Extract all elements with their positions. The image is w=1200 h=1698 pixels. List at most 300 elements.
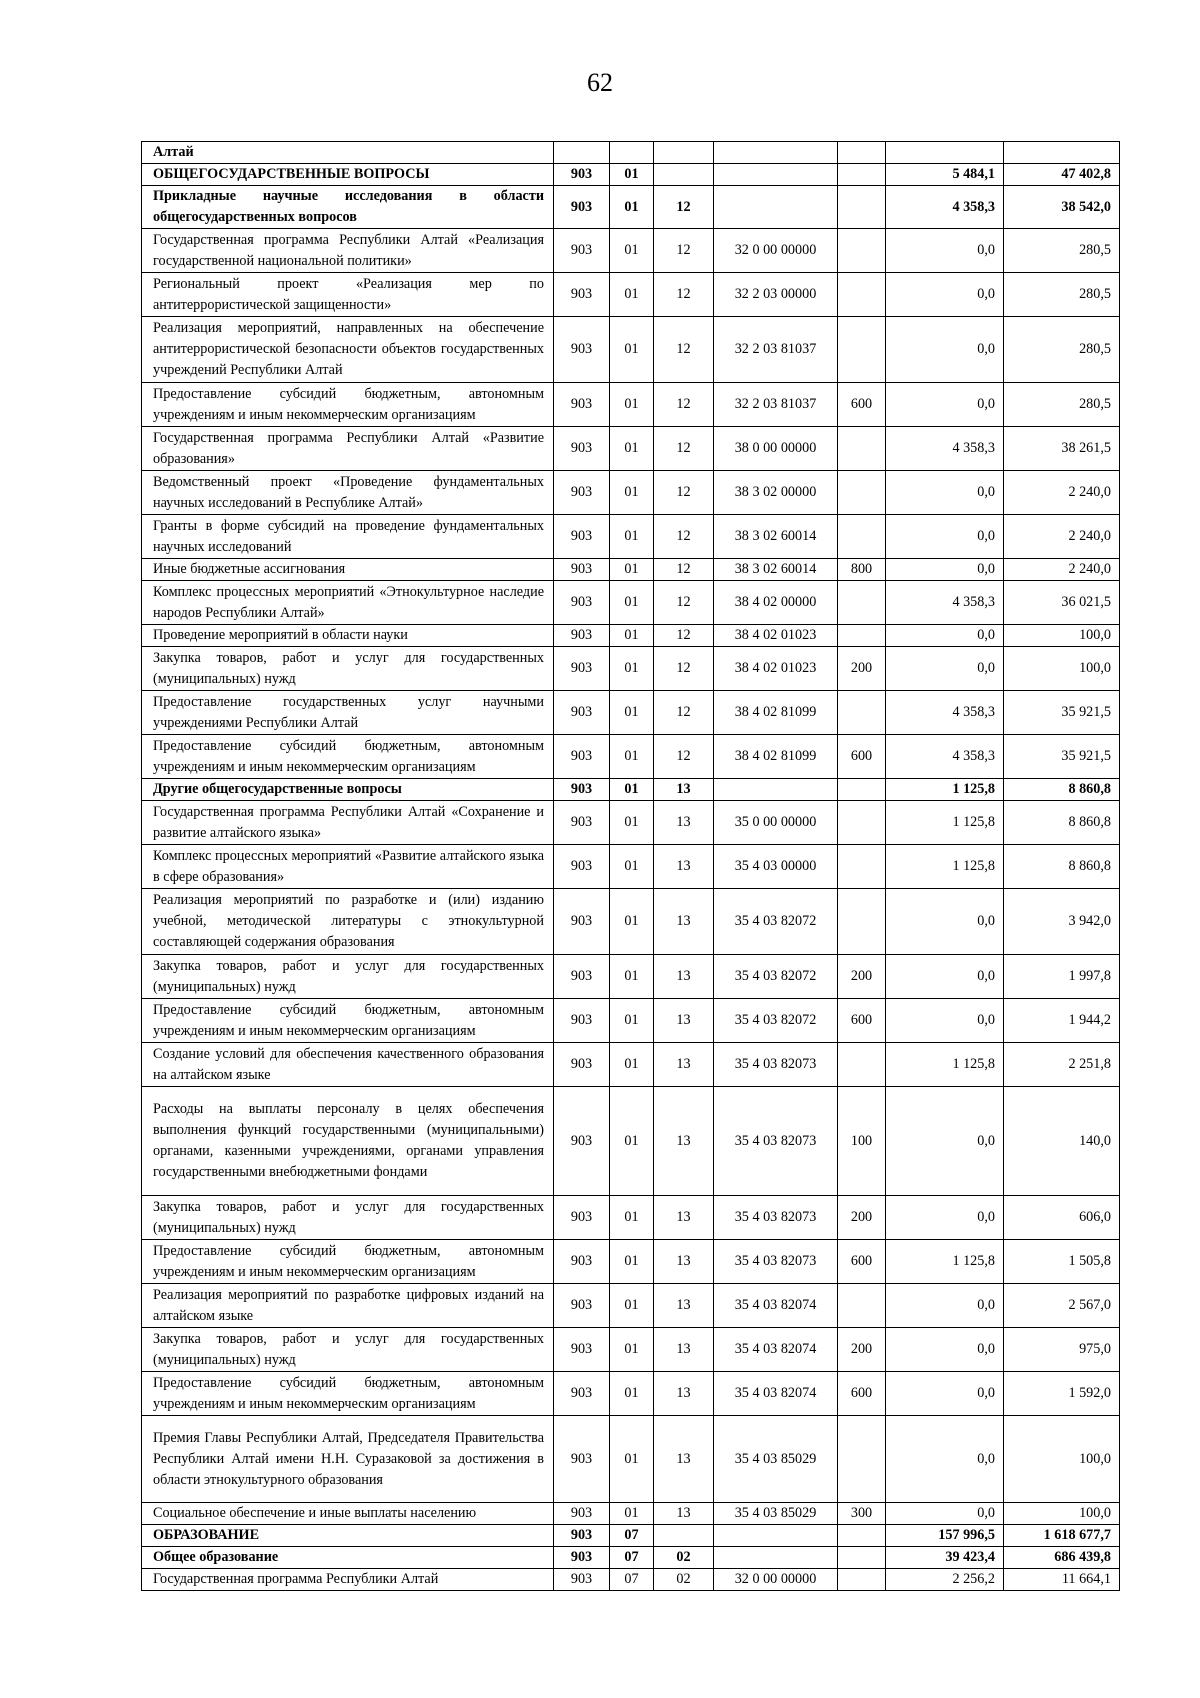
amount-col2-cell: 280,5 xyxy=(1004,273,1120,317)
target-article-cell: 35 4 03 82073 xyxy=(714,1196,838,1240)
department-code-cell: 903 xyxy=(554,735,610,779)
section-code-cell: 01 xyxy=(610,779,654,801)
item-name-cell: Иные бюджетные ассигнования xyxy=(142,559,554,581)
subsection-code-cell: 13 xyxy=(654,1043,714,1087)
expense-type-cell xyxy=(838,273,886,317)
subsection-code-cell: 12 xyxy=(654,559,714,581)
amount-col1-cell: 0,0 xyxy=(886,471,1004,515)
section-code-cell: 01 xyxy=(610,164,654,186)
amount-col2-cell: 280,5 xyxy=(1004,317,1120,383)
expense-type-cell xyxy=(838,1416,886,1503)
section-code-cell: 01 xyxy=(610,1503,654,1525)
table-row xyxy=(142,1240,1120,1284)
expense-type-cell xyxy=(838,1547,886,1569)
amount-col1-cell: 0,0 xyxy=(886,383,1004,427)
table-row xyxy=(142,1087,1120,1196)
department-code-cell: 903 xyxy=(554,801,610,845)
item-name-cell: Комплекс процессных мероприятий «Этнокультурное наследие народов Республики Алтай» xyxy=(142,581,554,625)
item-name-cell: Реализация мероприятий по разработке и (или) изданию учебной, методической литературы с этнокультурной составляющей содержания образования xyxy=(142,889,554,955)
target-article-cell: 35 4 03 82074 xyxy=(714,1328,838,1372)
target-article-cell xyxy=(714,142,838,164)
department-code-cell: 903 xyxy=(554,999,610,1043)
section-code-cell: 01 xyxy=(610,955,654,999)
amount-col1-cell: 0,0 xyxy=(886,229,1004,273)
amount-col2-cell: 1 997,8 xyxy=(1004,955,1120,999)
item-name-cell: Закупка товаров, работ и услуг для государственных (муниципальных) нужд xyxy=(142,955,554,999)
subsection-code-cell xyxy=(654,1525,714,1547)
section-code-cell: 01 xyxy=(610,691,654,735)
expense-type-cell xyxy=(838,581,886,625)
subsection-code-cell: 02 xyxy=(654,1569,714,1591)
expense-type-cell: 100 xyxy=(838,1087,886,1196)
target-article-cell: 38 4 02 01023 xyxy=(714,625,838,647)
amount-col1-cell: 4 358,3 xyxy=(886,691,1004,735)
amount-col1-cell: 157 996,5 xyxy=(886,1525,1004,1547)
target-article-cell: 38 4 02 00000 xyxy=(714,581,838,625)
table-row xyxy=(142,515,1120,559)
amount-col1-cell: 1 125,8 xyxy=(886,1043,1004,1087)
amount-col2-cell: 2 240,0 xyxy=(1004,559,1120,581)
table-row xyxy=(142,779,1120,801)
target-article-cell xyxy=(714,1525,838,1547)
department-code-cell xyxy=(554,142,610,164)
section-code-cell: 01 xyxy=(610,427,654,471)
amount-col1-cell: 0,0 xyxy=(886,889,1004,955)
amount-col1-cell xyxy=(886,142,1004,164)
subsection-code-cell: 12 xyxy=(654,383,714,427)
item-name-cell: Реализация мероприятий по разработке цифровых изданий на алтайском языке xyxy=(142,1284,554,1328)
section-code-cell: 01 xyxy=(610,1087,654,1196)
expense-type-cell xyxy=(838,515,886,559)
expense-type-cell: 600 xyxy=(838,1240,886,1284)
amount-col2-cell: 606,0 xyxy=(1004,1196,1120,1240)
subsection-code-cell: 12 xyxy=(654,515,714,559)
department-code-cell: 903 xyxy=(554,383,610,427)
section-code-cell: 01 xyxy=(610,845,654,889)
department-code-cell: 903 xyxy=(554,186,610,229)
target-article-cell xyxy=(714,779,838,801)
amount-col1-cell: 1 125,8 xyxy=(886,845,1004,889)
item-name-cell: Предоставление субсидий бюджетным, автономным учреждениям и иным некоммерческим организациям xyxy=(142,383,554,427)
subsection-code-cell: 13 xyxy=(654,801,714,845)
expense-type-cell: 300 xyxy=(838,1503,886,1525)
department-code-cell: 903 xyxy=(554,559,610,581)
subsection-code-cell: 13 xyxy=(654,1372,714,1416)
amount-col1-cell: 4 358,3 xyxy=(886,427,1004,471)
item-name-cell: Государственная программа Республики Алтай xyxy=(142,1569,554,1591)
section-code-cell: 01 xyxy=(610,186,654,229)
section-code-cell: 01 xyxy=(610,1328,654,1372)
table-row xyxy=(142,229,1120,273)
subsection-code-cell: 13 xyxy=(654,999,714,1043)
table-row xyxy=(142,1416,1120,1503)
table-row xyxy=(142,1372,1120,1416)
amount-col2-cell: 2 251,8 xyxy=(1004,1043,1120,1087)
budget-table xyxy=(141,141,1120,1591)
target-article-cell xyxy=(714,1547,838,1569)
table-row xyxy=(142,383,1120,427)
section-code-cell: 01 xyxy=(610,625,654,647)
item-name-cell: Региональный проект «Реализация мер по антитеррористической защищенности» xyxy=(142,273,554,317)
item-name-cell: Предоставление субсидий бюджетным, автономным учреждениям и иным некоммерческим организациям xyxy=(142,1240,554,1284)
table-row xyxy=(142,999,1120,1043)
department-code-cell: 903 xyxy=(554,1196,610,1240)
target-article-cell: 38 4 02 81099 xyxy=(714,735,838,779)
section-code-cell: 01 xyxy=(610,383,654,427)
amount-col2-cell: 975,0 xyxy=(1004,1328,1120,1372)
amount-col2-cell: 1 618 677,7 xyxy=(1004,1525,1120,1547)
target-article-cell: 38 3 02 60014 xyxy=(714,515,838,559)
table-row xyxy=(142,1043,1120,1087)
table-row xyxy=(142,427,1120,471)
department-code-cell: 903 xyxy=(554,164,610,186)
subsection-code-cell: 13 xyxy=(654,1503,714,1525)
amount-col2-cell: 1 944,2 xyxy=(1004,999,1120,1043)
subsection-code-cell: 13 xyxy=(654,955,714,999)
expense-type-cell: 200 xyxy=(838,647,886,691)
department-code-cell: 903 xyxy=(554,471,610,515)
department-code-cell: 903 xyxy=(554,1416,610,1503)
item-name-cell: Реализация мероприятий, направленных на обеспечение антитеррористической безопасности объектов государственных учреждений Республики Алтай xyxy=(142,317,554,383)
department-code-cell: 903 xyxy=(554,691,610,735)
target-article-cell: 35 4 03 00000 xyxy=(714,845,838,889)
item-name-cell: Гранты в форме субсидий на проведение фундаментальных научных исследований xyxy=(142,515,554,559)
amount-col2-cell: 100,0 xyxy=(1004,1503,1120,1525)
department-code-cell: 903 xyxy=(554,1328,610,1372)
department-code-cell: 903 xyxy=(554,1547,610,1569)
amount-col2-cell: 686 439,8 xyxy=(1004,1547,1120,1569)
amount-col2-cell: 3 942,0 xyxy=(1004,889,1120,955)
item-name-cell: Государственная программа Республики Алтай «Реализация государственной национальной политики» xyxy=(142,229,554,273)
subsection-code-cell: 12 xyxy=(654,691,714,735)
table-row xyxy=(142,955,1120,999)
department-code-cell: 903 xyxy=(554,1372,610,1416)
item-name-cell: Алтай xyxy=(142,142,554,164)
expense-type-cell xyxy=(838,317,886,383)
amount-col1-cell: 0,0 xyxy=(886,625,1004,647)
subsection-code-cell: 12 xyxy=(654,427,714,471)
table-row xyxy=(142,1196,1120,1240)
item-name-cell: Общее образование xyxy=(142,1547,554,1569)
amount-col2-cell xyxy=(1004,142,1120,164)
amount-col1-cell: 0,0 xyxy=(886,647,1004,691)
item-name-cell: Комплекс процессных мероприятий «Развитие алтайского языка в сфере образования» xyxy=(142,845,554,889)
target-article-cell xyxy=(714,164,838,186)
amount-col2-cell: 1 592,0 xyxy=(1004,1372,1120,1416)
subsection-code-cell: 12 xyxy=(654,317,714,383)
amount-col1-cell: 1 125,8 xyxy=(886,1240,1004,1284)
department-code-cell: 903 xyxy=(554,229,610,273)
expense-type-cell: 600 xyxy=(838,383,886,427)
section-code-cell: 01 xyxy=(610,735,654,779)
expense-type-cell xyxy=(838,1569,886,1591)
amount-col2-cell: 280,5 xyxy=(1004,383,1120,427)
table-row xyxy=(142,559,1120,581)
subsection-code-cell: 12 xyxy=(654,186,714,229)
expense-type-cell xyxy=(838,1525,886,1547)
target-article-cell: 35 4 03 82073 xyxy=(714,1043,838,1087)
subsection-code-cell: 12 xyxy=(654,647,714,691)
item-name-cell: Предоставление субсидий бюджетным, автономным учреждениям и иным некоммерческим организациям xyxy=(142,735,554,779)
amount-col2-cell: 35 921,5 xyxy=(1004,691,1120,735)
section-code-cell: 01 xyxy=(610,471,654,515)
expense-type-cell xyxy=(838,801,886,845)
table-row xyxy=(142,625,1120,647)
amount-col1-cell: 0,0 xyxy=(886,1328,1004,1372)
subsection-code-cell: 13 xyxy=(654,1284,714,1328)
subsection-code-cell: 12 xyxy=(654,273,714,317)
budget-table-body xyxy=(142,142,1120,1591)
section-code-cell: 01 xyxy=(610,889,654,955)
expense-type-cell xyxy=(838,1043,886,1087)
expense-type-cell: 600 xyxy=(838,735,886,779)
amount-col2-cell: 36 021,5 xyxy=(1004,581,1120,625)
item-name-cell: Предоставление государственных услуг научными учреждениями Республики Алтай xyxy=(142,691,554,735)
item-name-cell: Социальное обеспечение и иные выплаты населению xyxy=(142,1503,554,1525)
amount-col2-cell: 8 860,8 xyxy=(1004,779,1120,801)
section-code-cell: 01 xyxy=(610,647,654,691)
amount-col2-cell: 2 567,0 xyxy=(1004,1284,1120,1328)
subsection-code-cell: 13 xyxy=(654,1328,714,1372)
expense-type-cell xyxy=(838,691,886,735)
section-code-cell: 01 xyxy=(610,1416,654,1503)
subsection-code-cell: 13 xyxy=(654,1416,714,1503)
table-row xyxy=(142,647,1120,691)
target-article-cell: 35 4 03 82072 xyxy=(714,889,838,955)
subsection-code-cell: 13 xyxy=(654,845,714,889)
amount-col1-cell: 4 358,3 xyxy=(886,186,1004,229)
subsection-code-cell: 12 xyxy=(654,625,714,647)
amount-col1-cell: 1 125,8 xyxy=(886,801,1004,845)
department-code-cell: 903 xyxy=(554,1087,610,1196)
amount-col2-cell: 8 860,8 xyxy=(1004,845,1120,889)
subsection-code-cell: 13 xyxy=(654,889,714,955)
table-row xyxy=(142,1328,1120,1372)
target-article-cell: 35 4 03 82073 xyxy=(714,1240,838,1284)
table-row xyxy=(142,273,1120,317)
table-row xyxy=(142,1503,1120,1525)
amount-col1-cell: 0,0 xyxy=(886,515,1004,559)
department-code-cell: 903 xyxy=(554,845,610,889)
expense-type-cell xyxy=(838,471,886,515)
department-code-cell: 903 xyxy=(554,1043,610,1087)
table-row xyxy=(142,735,1120,779)
table-row xyxy=(142,1547,1120,1569)
expense-type-cell: 600 xyxy=(838,999,886,1043)
item-name-cell: Проведение мероприятий в области науки xyxy=(142,625,554,647)
item-name-cell: Создание условий для обеспечения качественного образования на алтайском языке xyxy=(142,1043,554,1087)
target-article-cell: 35 0 00 00000 xyxy=(714,801,838,845)
department-code-cell: 903 xyxy=(554,625,610,647)
target-article-cell: 32 0 00 00000 xyxy=(714,1569,838,1591)
subsection-code-cell: 02 xyxy=(654,1547,714,1569)
expense-type-cell xyxy=(838,845,886,889)
section-code-cell: 01 xyxy=(610,273,654,317)
section-code-cell: 01 xyxy=(610,317,654,383)
table-row xyxy=(142,801,1120,845)
expense-type-cell xyxy=(838,779,886,801)
amount-col1-cell: 0,0 xyxy=(886,559,1004,581)
department-code-cell: 903 xyxy=(554,1525,610,1547)
target-article-cell: 35 4 03 82074 xyxy=(714,1372,838,1416)
target-article-cell: 32 0 00 00000 xyxy=(714,229,838,273)
amount-col2-cell: 140,0 xyxy=(1004,1087,1120,1196)
section-code-cell: 07 xyxy=(610,1525,654,1547)
amount-col1-cell: 0,0 xyxy=(886,955,1004,999)
amount-col2-cell: 1 505,8 xyxy=(1004,1240,1120,1284)
section-code-cell: 01 xyxy=(610,801,654,845)
section-code-cell: 01 xyxy=(610,1240,654,1284)
table-row xyxy=(142,691,1120,735)
expense-type-cell xyxy=(838,142,886,164)
department-code-cell: 903 xyxy=(554,581,610,625)
table-row xyxy=(142,142,1120,164)
target-article-cell: 32 2 03 00000 xyxy=(714,273,838,317)
amount-col2-cell: 100,0 xyxy=(1004,1416,1120,1503)
amount-col1-cell: 0,0 xyxy=(886,999,1004,1043)
item-name-cell: Закупка товаров, работ и услуг для государственных (муниципальных) нужд xyxy=(142,647,554,691)
expense-type-cell: 600 xyxy=(838,1372,886,1416)
subsection-code-cell: 13 xyxy=(654,1196,714,1240)
table-row xyxy=(142,889,1120,955)
amount-col1-cell: 4 358,3 xyxy=(886,735,1004,779)
department-code-cell: 903 xyxy=(554,1240,610,1284)
amount-col2-cell: 2 240,0 xyxy=(1004,471,1120,515)
expense-type-cell: 200 xyxy=(838,1328,886,1372)
item-name-cell: Закупка товаров, работ и услуг для государственных (муниципальных) нужд xyxy=(142,1196,554,1240)
table-row xyxy=(142,1525,1120,1547)
amount-col2-cell: 38 261,5 xyxy=(1004,427,1120,471)
amount-col1-cell: 0,0 xyxy=(886,1196,1004,1240)
section-code-cell: 01 xyxy=(610,1372,654,1416)
amount-col1-cell: 0,0 xyxy=(886,317,1004,383)
expense-type-cell xyxy=(838,1284,886,1328)
subsection-code-cell: 13 xyxy=(654,779,714,801)
expense-type-cell: 200 xyxy=(838,1196,886,1240)
amount-col2-cell: 280,5 xyxy=(1004,229,1120,273)
section-code-cell: 07 xyxy=(610,1547,654,1569)
amount-col1-cell: 39 423,4 xyxy=(886,1547,1004,1569)
table-row xyxy=(142,186,1120,229)
department-code-cell: 903 xyxy=(554,1569,610,1591)
subsection-code-cell xyxy=(654,164,714,186)
subsection-code-cell: 12 xyxy=(654,581,714,625)
amount-col2-cell: 100,0 xyxy=(1004,625,1120,647)
amount-col1-cell: 0,0 xyxy=(886,1372,1004,1416)
item-name-cell: Ведомственный проект «Проведение фундаментальных научных исследований в Республике Алтай» xyxy=(142,471,554,515)
subsection-code-cell: 12 xyxy=(654,229,714,273)
department-code-cell: 903 xyxy=(554,889,610,955)
section-code-cell: 01 xyxy=(610,581,654,625)
table-row xyxy=(142,1569,1120,1591)
section-code-cell: 01 xyxy=(610,515,654,559)
subsection-code-cell: 13 xyxy=(654,1087,714,1196)
department-code-cell: 903 xyxy=(554,955,610,999)
item-name-cell: Другие общегосударственные вопросы xyxy=(142,779,554,801)
amount-col1-cell: 1 125,8 xyxy=(886,779,1004,801)
target-article-cell: 35 4 03 82072 xyxy=(714,999,838,1043)
table-row xyxy=(142,317,1120,383)
expense-type-cell xyxy=(838,164,886,186)
amount-col1-cell: 5 484,1 xyxy=(886,164,1004,186)
target-article-cell: 35 4 03 85029 xyxy=(714,1416,838,1503)
item-name-cell: Предоставление субсидий бюджетным, автономным учреждениям и иным некоммерческим организациям xyxy=(142,1372,554,1416)
item-name-cell: Государственная программа Республики Алтай «Развитие образования» xyxy=(142,427,554,471)
amount-col2-cell: 8 860,8 xyxy=(1004,801,1120,845)
section-code-cell xyxy=(610,142,654,164)
item-name-cell: Прикладные научные исследования в области общегосударственных вопросов xyxy=(142,186,554,229)
section-code-cell: 01 xyxy=(610,1284,654,1328)
amount-col2-cell: 100,0 xyxy=(1004,647,1120,691)
target-article-cell: 35 4 03 85029 xyxy=(714,1503,838,1525)
page-number: 62 xyxy=(587,68,613,97)
item-name-cell: Премия Главы Республики Алтай, Председателя Правительства Республики Алтай имени Н.Н. Суразаковой за достижения в области этнокультурного образования xyxy=(142,1416,554,1503)
amount-col2-cell: 38 542,0 xyxy=(1004,186,1120,229)
department-code-cell: 903 xyxy=(554,779,610,801)
target-article-cell: 38 4 02 81099 xyxy=(714,691,838,735)
item-name-cell: Предоставление субсидий бюджетным, автономным учреждениям и иным некоммерческим организациям xyxy=(142,999,554,1043)
amount-col1-cell: 0,0 xyxy=(886,1284,1004,1328)
target-article-cell: 38 0 00 00000 xyxy=(714,427,838,471)
table-row xyxy=(142,471,1120,515)
item-name-cell: ОБРАЗОВАНИЕ xyxy=(142,1525,554,1547)
amount-col1-cell: 0,0 xyxy=(886,1087,1004,1196)
target-article-cell: 35 4 03 82073 xyxy=(714,1087,838,1196)
section-code-cell: 01 xyxy=(610,559,654,581)
item-name-cell: Закупка товаров, работ и услуг для государственных (муниципальных) нужд xyxy=(142,1328,554,1372)
department-code-cell: 903 xyxy=(554,1284,610,1328)
expense-type-cell: 200 xyxy=(838,955,886,999)
target-article-cell: 38 3 02 60014 xyxy=(714,559,838,581)
table-row xyxy=(142,1284,1120,1328)
expense-type-cell: 800 xyxy=(838,559,886,581)
target-article-cell: 32 2 03 81037 xyxy=(714,317,838,383)
item-name-cell: Государственная программа Республики Алтай «Сохранение и развитие алтайского языка» xyxy=(142,801,554,845)
amount-col1-cell: 0,0 xyxy=(886,1416,1004,1503)
target-article-cell: 38 4 02 01023 xyxy=(714,647,838,691)
table-row xyxy=(142,845,1120,889)
amount-col2-cell: 2 240,0 xyxy=(1004,515,1120,559)
target-article-cell: 35 4 03 82074 xyxy=(714,1284,838,1328)
target-article-cell xyxy=(714,186,838,229)
section-code-cell: 01 xyxy=(610,1196,654,1240)
subsection-code-cell xyxy=(654,142,714,164)
subsection-code-cell: 12 xyxy=(654,471,714,515)
expense-type-cell xyxy=(838,427,886,471)
target-article-cell: 35 4 03 82072 xyxy=(714,955,838,999)
amount-col2-cell: 47 402,8 xyxy=(1004,164,1120,186)
department-code-cell: 903 xyxy=(554,427,610,471)
section-code-cell: 01 xyxy=(610,1043,654,1087)
item-name-cell: Расходы на выплаты персоналу в целях обеспечения выполнения функций государственными (муниципальными) органами, казенными учреждениями, органами управления государственными внебюджетными фондами xyxy=(142,1087,554,1196)
department-code-cell: 903 xyxy=(554,515,610,559)
department-code-cell: 903 xyxy=(554,273,610,317)
target-article-cell: 38 3 02 00000 xyxy=(714,471,838,515)
table-row xyxy=(142,581,1120,625)
target-article-cell: 32 2 03 81037 xyxy=(714,383,838,427)
expense-type-cell xyxy=(838,889,886,955)
amount-col1-cell: 0,0 xyxy=(886,1503,1004,1525)
department-code-cell: 903 xyxy=(554,317,610,383)
item-name-cell: ОБЩЕГОСУДАРСТВЕННЫЕ ВОПРОСЫ xyxy=(142,164,554,186)
section-code-cell: 07 xyxy=(610,1569,654,1591)
amount-col1-cell: 2 256,2 xyxy=(886,1569,1004,1591)
section-code-cell: 01 xyxy=(610,999,654,1043)
expense-type-cell xyxy=(838,625,886,647)
expense-type-cell xyxy=(838,229,886,273)
table-row xyxy=(142,164,1120,186)
department-code-cell: 903 xyxy=(554,647,610,691)
